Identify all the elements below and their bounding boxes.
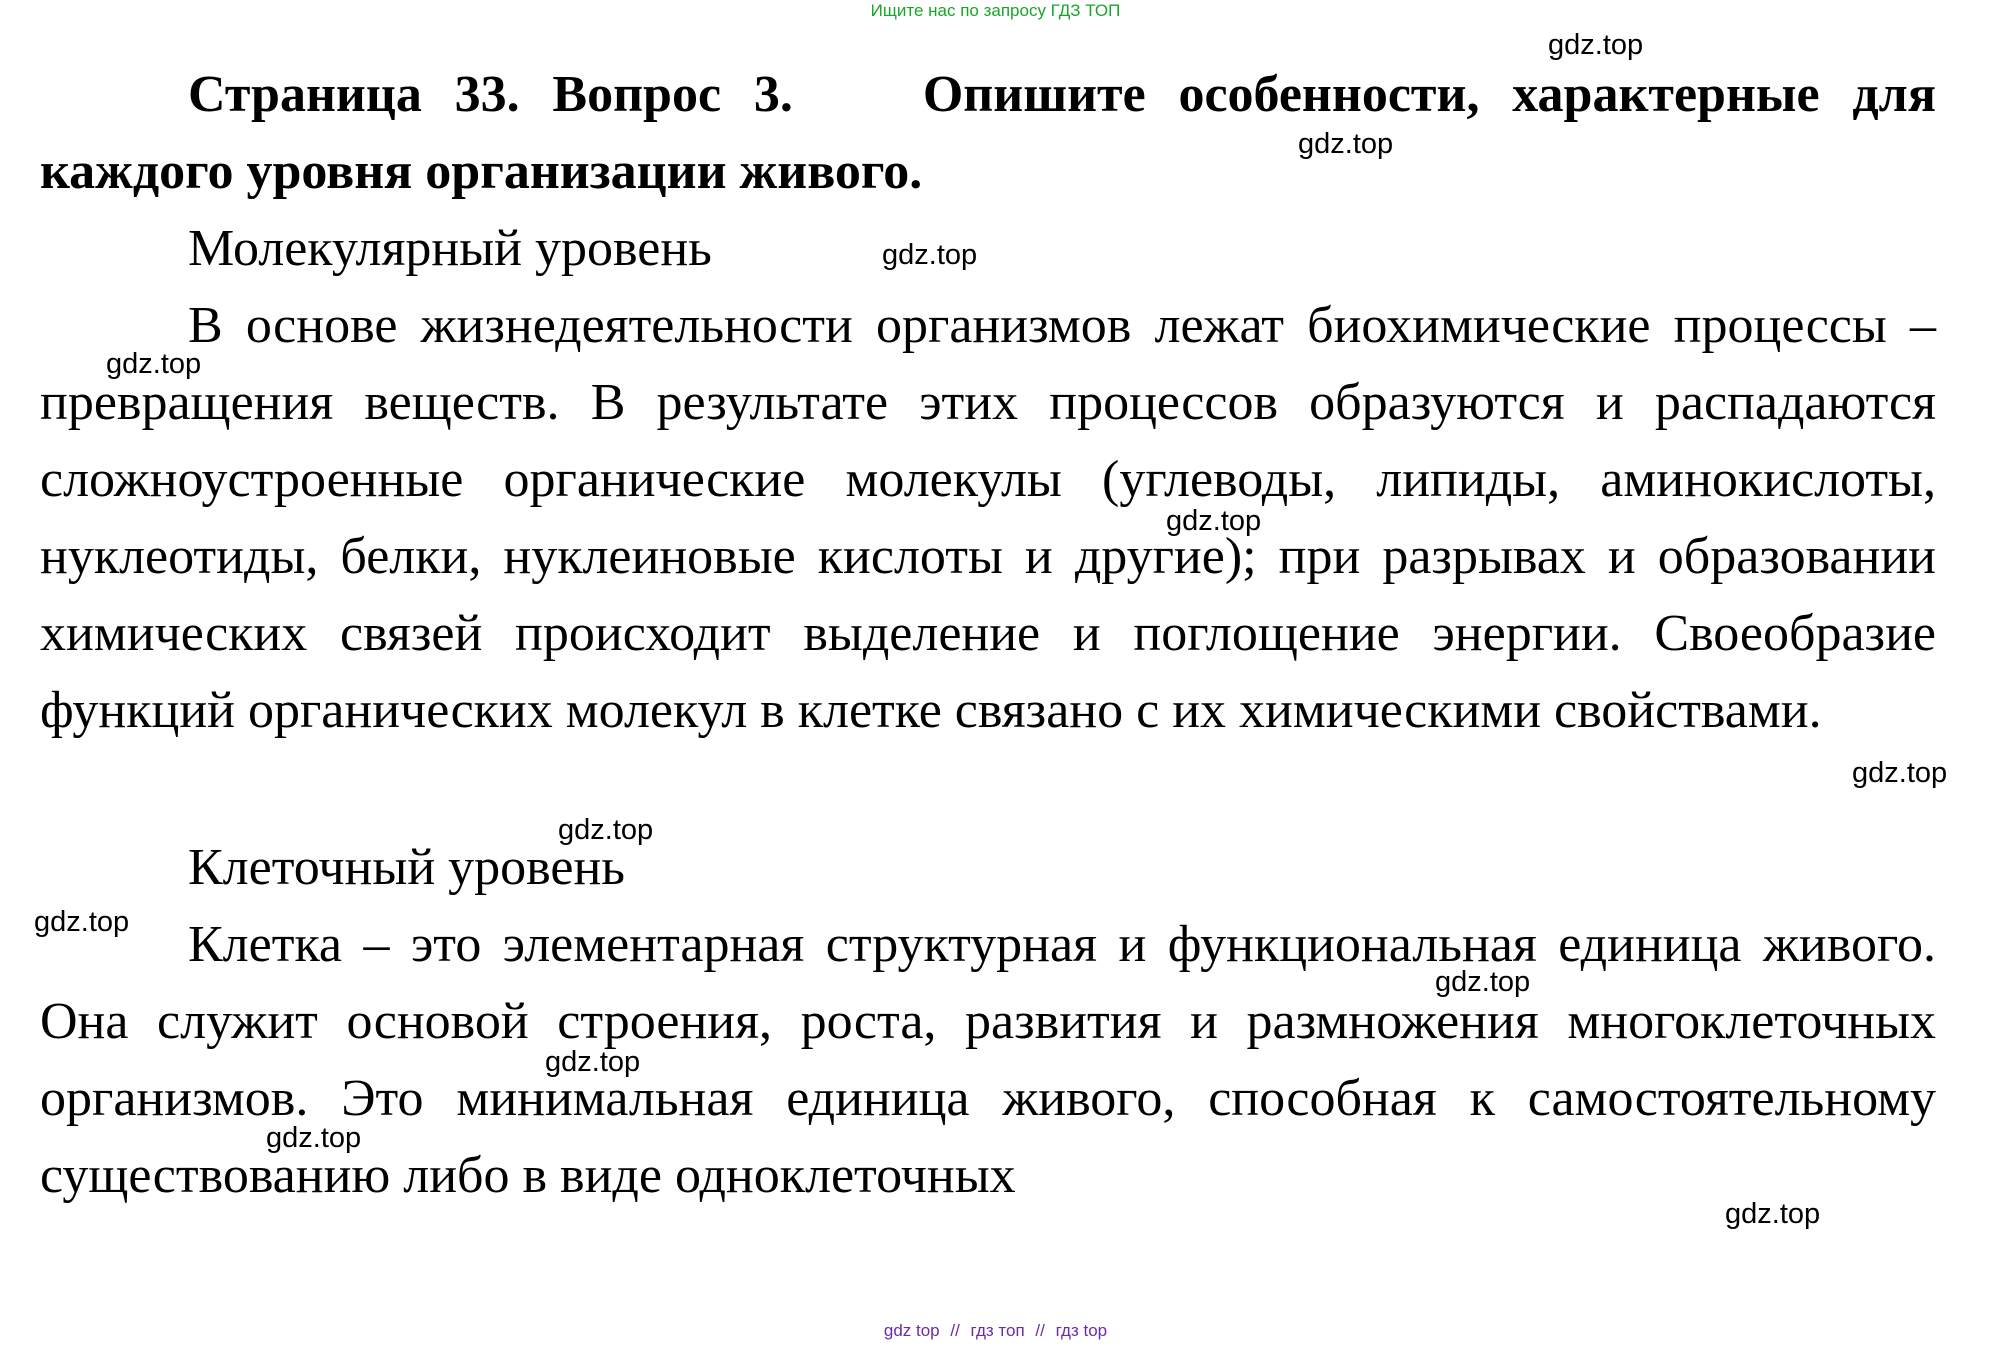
document-page [40,56,1936,1214]
question-prompt: Опишите особенности, характерные для каждого уровня организации живого. [40,66,1936,200]
footer-separator: // [950,1321,960,1340]
section-title-cellular: Клеточный уровень [188,839,626,896]
footer-links [0,1320,1991,1342]
watermark: gdz.top [1852,757,1948,789]
footer-link-gdz-top[interactable]: gdz top [883,1321,940,1340]
watermark: gdz.top [1298,128,1394,160]
promo-top-link[interactable]: Ищите нас по запросу ГДЗ ТОП [870,1,1121,20]
section-title-molecular: Молекулярный уровень [188,220,712,277]
footer-link-gdz-top-mixed[interactable]: гдз top [1055,1321,1108,1340]
watermark: gdz.top [558,814,654,846]
section-spacer [40,749,1936,829]
watermark: gdz.top [1166,505,1262,537]
watermark: gdz.top [882,239,978,271]
question-number: Страница 33. Вопрос 3. [188,66,793,123]
watermark: gdz.top [1725,1198,1821,1230]
question-heading [40,56,1936,210]
section-text-molecular: В основе жизнедеятельности организмов лежат биохимические процессы – превращения веществ. В результате этих процессов образуются и распадаются сложноустроенные органические молекулы (углеводы, липиды, аминокислоты, нуклеотиды, белки, нуклеиновые кислоты и другие); при разрывах и образовании химических связей происходит выделение и поглощение энергии. Своеобразие функций органических молекул в клетке связано с их химическими свойствами. [40,297,1936,739]
watermark: gdz.top [1548,29,1644,61]
watermark: gdz.top [266,1122,362,1154]
footer-separator: // [1035,1321,1045,1340]
footer-link-gdz-top-ru[interactable]: гдз топ [970,1321,1025,1340]
section-text-cellular: Клетка – это элементарная структурная и функциональная единица живого. Она служит основой строения, роста, развития и размножения многоклеточных организмов. Это минимальная единица живого, способная к самостоятельному существованию либо в виде одноклеточных [40,916,1936,1204]
watermark: gdz.top [106,348,202,380]
watermark: gdz.top [34,906,130,938]
watermark: gdz.top [545,1046,641,1078]
watermark: gdz.top [1435,966,1531,998]
